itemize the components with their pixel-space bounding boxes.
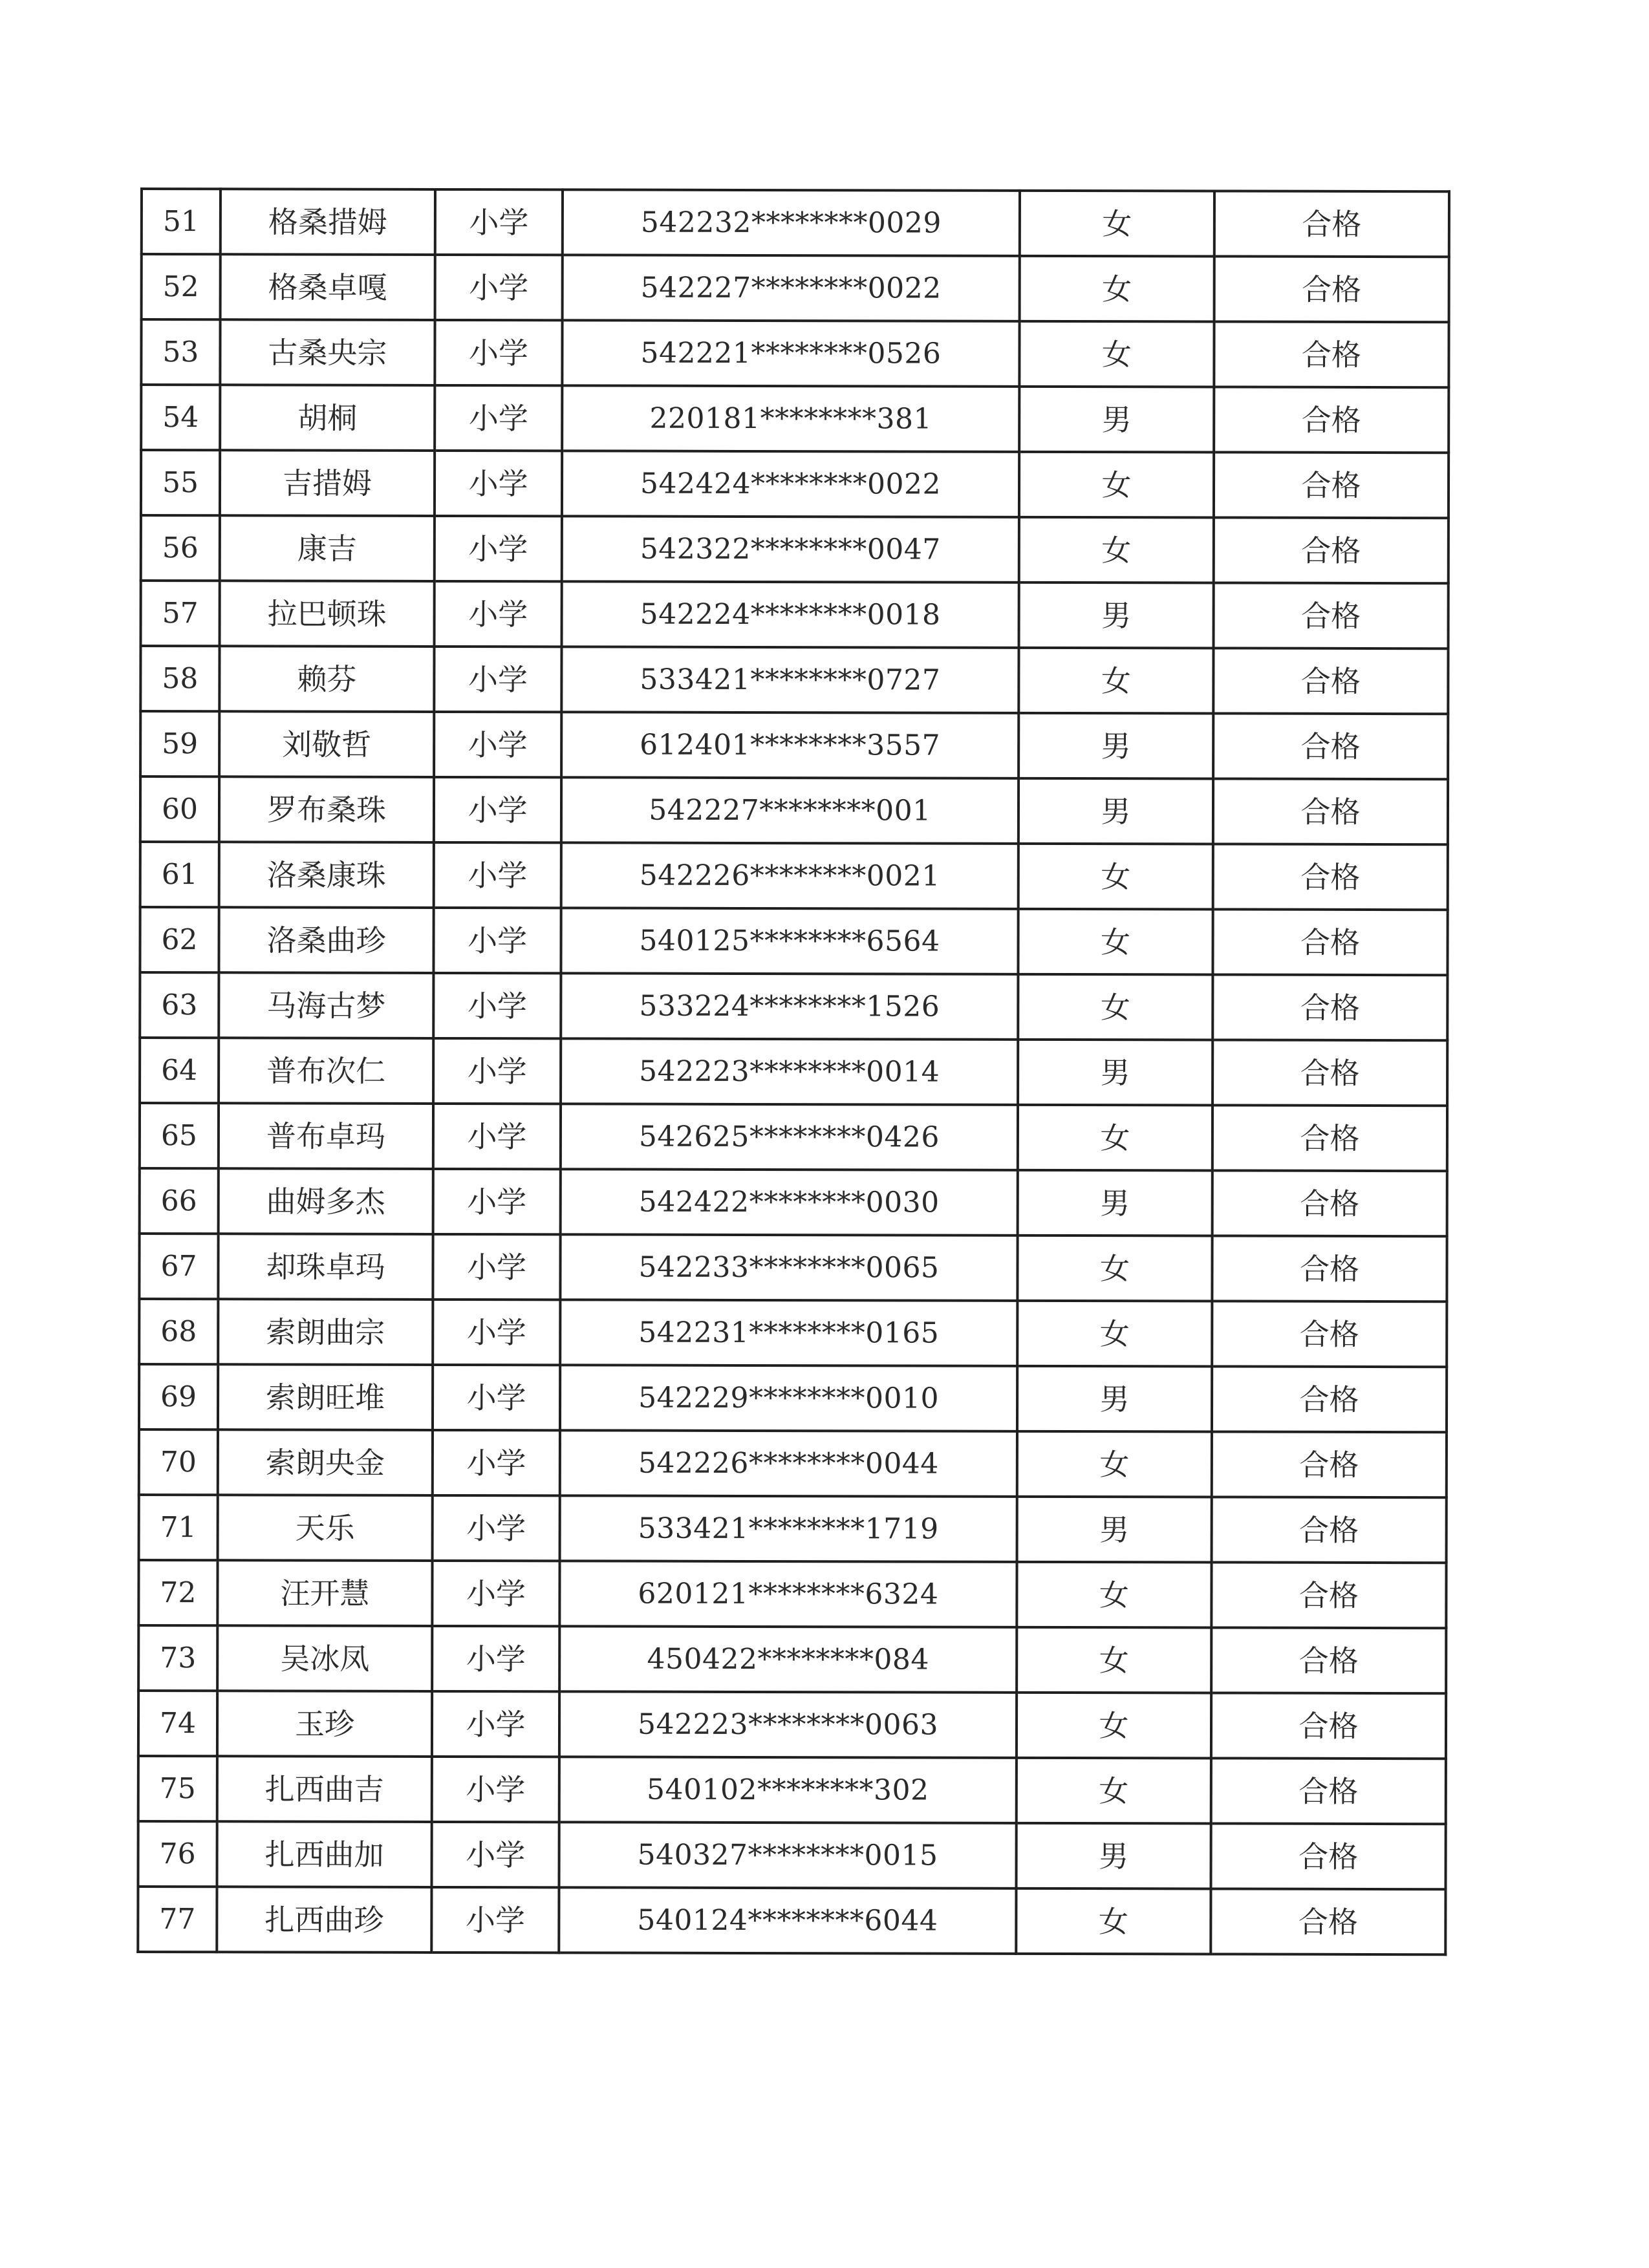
table-row: [140, 1103, 1447, 1171]
table-row: [140, 1168, 1447, 1236]
row-number-cell: 62: [140, 907, 219, 972]
candidate-name-cell: 普布次仁: [219, 1038, 433, 1104]
row-number-cell: 69: [139, 1364, 218, 1429]
row-number-cell: 75: [138, 1756, 217, 1821]
id-number-cell: 542229********0010: [560, 1365, 1017, 1431]
id-number-cell: 542223********0014: [561, 1038, 1018, 1104]
gender-cell: 女: [1020, 256, 1214, 322]
result-status-cell: 合格: [1214, 583, 1449, 648]
candidate-name-cell: 康吉: [220, 515, 435, 581]
id-number-cell: 533421********1719: [560, 1495, 1017, 1561]
result-status-cell: 合格: [1212, 1431, 1447, 1497]
school-level-cell: 小学: [432, 1561, 559, 1626]
gender-cell: 男: [1016, 1823, 1211, 1889]
gender-cell: 女: [1017, 1693, 1211, 1759]
row-number-cell: 56: [141, 515, 220, 581]
id-number-cell: 542422********0030: [561, 1169, 1018, 1235]
candidate-name-cell: 玉珍: [217, 1691, 432, 1757]
row-number-cell: 66: [140, 1168, 219, 1234]
gender-cell: 女: [1019, 517, 1214, 583]
school-level-cell: 小学: [433, 908, 561, 973]
school-level-cell: 小学: [433, 1234, 560, 1300]
table-row: [140, 1038, 1447, 1106]
table-row: [138, 1756, 1446, 1824]
result-status-cell: 合格: [1211, 1888, 1445, 1954]
result-status-cell: 合格: [1212, 1301, 1447, 1367]
id-number-cell: 542227********0022: [563, 255, 1020, 321]
row-number-cell: 60: [140, 776, 219, 842]
gender-cell: 女: [1017, 1431, 1212, 1497]
gender-cell: 女: [1017, 1758, 1211, 1824]
school-level-cell: 小学: [434, 712, 561, 777]
school-level-cell: 小学: [431, 1887, 559, 1952]
candidate-name-cell: 扎西曲加: [217, 1821, 431, 1887]
gender-cell: 男: [1019, 387, 1214, 453]
result-status-cell: 合格: [1214, 452, 1449, 518]
gender-cell: 女: [1018, 974, 1212, 1040]
row-number-cell: 74: [138, 1691, 217, 1756]
table-row: [138, 1625, 1446, 1693]
table-row: [140, 711, 1448, 779]
candidate-name-cell: 洛桑曲珍: [219, 907, 433, 973]
school-level-cell: 小学: [435, 255, 563, 320]
row-number-cell: 67: [139, 1234, 218, 1299]
gender-cell: 女: [1019, 452, 1214, 518]
id-number-cell: 542232********0029: [563, 189, 1020, 255]
table-row: [140, 972, 1447, 1040]
candidate-name-cell: 格桑措姆: [221, 189, 435, 255]
school-level-cell: 小学: [432, 1691, 559, 1757]
result-status-cell: 合格: [1212, 974, 1447, 1040]
row-number-cell: 64: [140, 1038, 219, 1103]
gender-cell: 女: [1019, 321, 1214, 387]
result-status-cell: 合格: [1212, 1105, 1447, 1171]
gender-cell: 女: [1017, 1301, 1212, 1367]
candidate-name-cell: 汪开慧: [217, 1560, 432, 1626]
result-status-cell: 合格: [1213, 778, 1448, 844]
table-row: [141, 515, 1449, 583]
gender-cell: 男: [1018, 778, 1213, 844]
gender-cell: 男: [1018, 1040, 1212, 1106]
gender-cell: 男: [1018, 1170, 1212, 1236]
id-number-cell: 542221********0526: [562, 320, 1019, 386]
id-number-cell: 542227********001: [561, 777, 1018, 843]
school-level-cell: 小学: [432, 1626, 559, 1691]
candidate-name-cell: 吉措姆: [220, 450, 435, 516]
school-level-cell: 小学: [434, 777, 561, 842]
school-level-cell: 小学: [435, 451, 562, 516]
result-status-cell: 合格: [1212, 1236, 1447, 1301]
id-number-cell: 542224********0018: [562, 581, 1019, 647]
id-number-cell: 450422********084: [559, 1626, 1017, 1692]
table-row: [138, 1560, 1446, 1628]
id-number-cell: 533224********1526: [561, 973, 1018, 1039]
row-number-cell: 51: [142, 189, 221, 254]
candidate-name-cell: 胡桐: [220, 385, 435, 451]
row-number-cell: 54: [141, 385, 220, 450]
candidate-name-cell: 扎西曲吉: [217, 1756, 432, 1822]
candidate-name-cell: 赖芬: [219, 646, 434, 712]
id-number-cell: 540125********6564: [561, 908, 1018, 974]
id-number-cell: 542223********0063: [559, 1691, 1017, 1757]
school-level-cell: 小学: [435, 581, 562, 647]
school-level-cell: 小学: [433, 1104, 561, 1169]
row-number-cell: 59: [140, 711, 219, 776]
result-status-cell: 合格: [1211, 1562, 1446, 1628]
row-number-cell: 68: [139, 1299, 218, 1364]
result-status-cell: 合格: [1214, 387, 1449, 453]
result-status-cell: 合格: [1213, 648, 1448, 714]
school-level-cell: 小学: [435, 189, 563, 255]
school-level-cell: 小学: [433, 1365, 560, 1430]
row-number-cell: 72: [138, 1560, 217, 1625]
result-status-cell: 合格: [1213, 713, 1448, 779]
candidate-name-cell: 扎西曲珍: [217, 1887, 431, 1952]
table-row: [140, 907, 1447, 975]
gender-cell: 男: [1017, 1497, 1212, 1563]
gender-cell: 女: [1017, 1236, 1212, 1301]
results-table-body: [138, 189, 1449, 1954]
school-level-cell: 小学: [432, 1757, 559, 1822]
results-table: [136, 187, 1450, 1956]
school-level-cell: 小学: [434, 842, 561, 908]
table-row: [141, 319, 1449, 387]
gender-cell: 女: [1017, 1562, 1211, 1628]
candidate-name-cell: 拉巴顿珠: [220, 581, 435, 647]
result-status-cell: 合格: [1212, 1366, 1447, 1432]
school-level-cell: 小学: [433, 1495, 560, 1561]
school-level-cell: 小学: [433, 1300, 560, 1365]
id-number-cell: 542625********0426: [561, 1104, 1018, 1170]
id-number-cell: 542424********0022: [562, 451, 1019, 517]
id-number-cell: 540124********6044: [559, 1887, 1016, 1953]
gender-cell: 女: [1020, 191, 1214, 257]
table-row: [139, 1299, 1447, 1367]
table-row: [141, 385, 1449, 453]
result-status-cell: 合格: [1212, 1170, 1447, 1236]
school-level-cell: 小学: [435, 385, 562, 451]
row-number-cell: 52: [142, 254, 221, 319]
candidate-name-cell: 吴冰凤: [217, 1625, 432, 1691]
id-number-cell: 612401********3557: [561, 712, 1018, 778]
school-level-cell: 小学: [433, 1430, 560, 1495]
table-row: [138, 1821, 1445, 1889]
table-row: [139, 1495, 1447, 1563]
candidate-name-cell: 索朗曲宗: [218, 1299, 433, 1365]
table-row: [141, 450, 1449, 518]
gender-cell: 女: [1016, 1888, 1211, 1954]
table-row: [139, 1234, 1447, 1301]
row-number-cell: 63: [140, 972, 219, 1038]
result-status-cell: 合格: [1211, 1693, 1446, 1759]
id-number-cell: 533421********0727: [561, 647, 1018, 712]
row-number-cell: 65: [140, 1103, 219, 1168]
id-number-cell: 540327********0015: [559, 1822, 1016, 1888]
candidate-name-cell: 马海古梦: [219, 972, 433, 1038]
result-status-cell: 合格: [1211, 1758, 1446, 1824]
id-number-cell: 540102********302: [559, 1757, 1017, 1823]
id-number-cell: 220181********381: [562, 385, 1019, 451]
candidate-name-cell: 索朗央金: [218, 1429, 433, 1495]
candidate-name-cell: 普布卓玛: [219, 1103, 433, 1169]
gender-cell: 女: [1018, 844, 1213, 910]
result-status-cell: 合格: [1212, 909, 1447, 975]
gender-cell: 女: [1018, 1105, 1212, 1171]
table-row: [140, 776, 1448, 844]
id-number-cell: 620121********6324: [559, 1561, 1017, 1627]
id-number-cell: 542226********0044: [560, 1430, 1017, 1496]
row-number-cell: 77: [138, 1887, 217, 1952]
school-level-cell: 小学: [434, 647, 561, 712]
candidate-name-cell: 却珠卓玛: [218, 1234, 433, 1300]
school-level-cell: 小学: [431, 1822, 559, 1887]
school-level-cell: 小学: [433, 1169, 561, 1234]
row-number-cell: 70: [139, 1429, 218, 1495]
result-status-cell: 合格: [1212, 1040, 1447, 1106]
result-status-cell: 合格: [1211, 1627, 1446, 1693]
result-status-cell: 合格: [1213, 844, 1448, 910]
table-row: [140, 842, 1448, 910]
candidate-name-cell: 刘敬哲: [219, 711, 434, 777]
gender-cell: 男: [1018, 713, 1213, 779]
candidate-name-cell: 天乐: [218, 1495, 433, 1561]
result-status-cell: 合格: [1212, 1497, 1447, 1563]
gender-cell: 女: [1018, 909, 1212, 975]
id-number-cell: 542231********0165: [560, 1300, 1017, 1365]
result-status-cell: 合格: [1214, 321, 1449, 387]
row-number-cell: 71: [139, 1495, 218, 1560]
id-number-cell: 542226********0021: [561, 842, 1018, 908]
result-status-cell: 合格: [1214, 191, 1449, 257]
row-number-cell: 53: [141, 319, 220, 385]
school-level-cell: 小学: [433, 1038, 561, 1104]
candidate-name-cell: 曲姆多杰: [219, 1168, 433, 1234]
result-status-cell: 合格: [1211, 1823, 1445, 1889]
candidate-name-cell: 索朗旺堆: [218, 1364, 433, 1430]
row-number-cell: 57: [141, 581, 220, 646]
gender-cell: 男: [1019, 583, 1214, 648]
table-row: [138, 1887, 1445, 1954]
gender-cell: 女: [1018, 648, 1213, 714]
candidate-name-cell: 洛桑康珠: [219, 842, 434, 908]
id-number-cell: 542322********0047: [562, 516, 1019, 582]
row-number-cell: 55: [141, 450, 220, 515]
school-level-cell: 小学: [433, 973, 561, 1038]
table-row: [142, 189, 1449, 257]
result-status-cell: 合格: [1214, 256, 1449, 322]
table-row: [142, 254, 1449, 322]
candidate-name-cell: 罗布桑珠: [219, 776, 434, 842]
table-row: [140, 646, 1448, 714]
gender-cell: 女: [1017, 1627, 1211, 1693]
table-row: [141, 581, 1449, 648]
candidate-name-cell: 格桑卓嘎: [221, 254, 435, 320]
candidate-name-cell: 古桑央宗: [220, 319, 435, 385]
table-row: [139, 1364, 1447, 1432]
table-row: [138, 1691, 1446, 1759]
row-number-cell: 76: [138, 1821, 217, 1887]
gender-cell: 男: [1017, 1366, 1212, 1432]
row-number-cell: 73: [138, 1625, 217, 1691]
school-level-cell: 小学: [435, 516, 562, 581]
row-number-cell: 61: [140, 842, 219, 907]
id-number-cell: 542233********0065: [560, 1234, 1017, 1300]
row-number-cell: 58: [140, 646, 219, 711]
school-level-cell: 小学: [435, 320, 562, 385]
result-status-cell: 合格: [1214, 517, 1449, 583]
table-row: [139, 1429, 1447, 1497]
